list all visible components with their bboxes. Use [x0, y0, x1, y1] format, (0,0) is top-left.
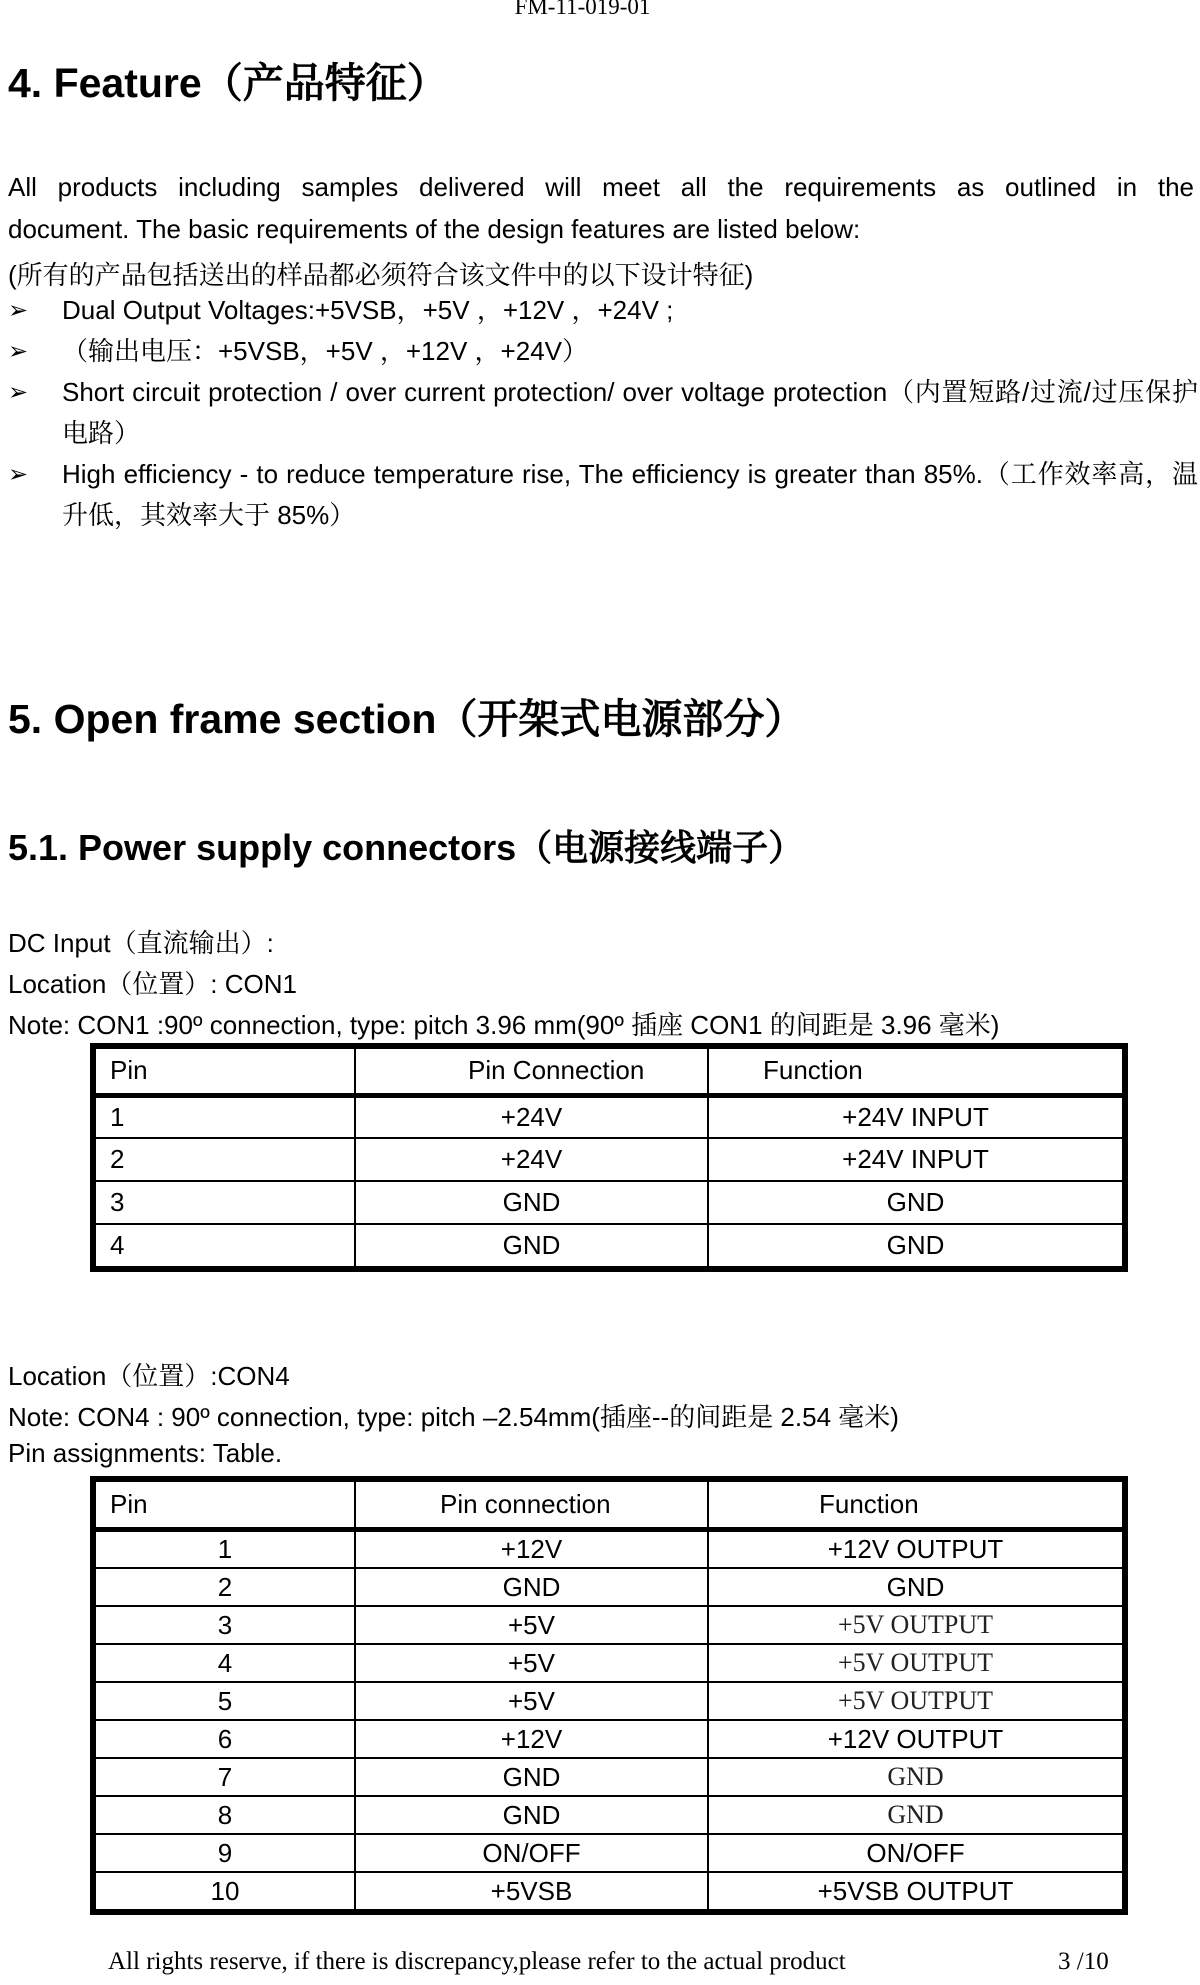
feature-bullet-text: Short circuit protection / over current protection/ over voltage protection（内置短路/过流/过压保护电路）	[62, 377, 1198, 448]
table-row	[95, 1138, 1123, 1181]
pin-cell: 5	[95, 1682, 355, 1720]
function-cell: GND	[708, 1181, 1123, 1224]
pin-connection-cell: +24V	[355, 1138, 708, 1181]
pin-connection-cell: GND	[355, 1181, 708, 1224]
page-number: 3 /10	[1058, 1948, 1109, 1975]
pin-cell: 1	[95, 1095, 355, 1138]
table-row	[95, 1644, 1123, 1682]
table-header: Pin	[95, 1048, 355, 1095]
pin-cell: 8	[95, 1796, 355, 1834]
con1-note: Note: CON1 :90º connection, type: pitch 3.96 mm(90º 插座 CON1 的间距是 3.96 毫米)	[8, 1010, 1000, 1040]
pin-cell: 3	[95, 1181, 355, 1224]
table-row	[95, 1529, 1123, 1568]
pin-cell: 2	[95, 1138, 355, 1181]
table-header: Function	[708, 1481, 1123, 1529]
function-cell: +24V INPUT	[708, 1095, 1123, 1138]
intro-line-1: All products including samples delivered will meet all the requirements as outlined in the	[8, 172, 1194, 202]
footer-disclaimer: All rights reserve, if there is discrepancy,please refer to the actual product	[108, 1948, 846, 1975]
con4-location: Location（位置）:CON4	[8, 1361, 290, 1391]
table-row	[95, 1872, 1123, 1910]
document-code: FM-11-019-01	[514, 0, 651, 19]
function-cell: +12V OUTPUT	[708, 1720, 1123, 1758]
table-row	[95, 1796, 1123, 1834]
table-row	[95, 1095, 1123, 1138]
table-row	[95, 1758, 1123, 1796]
feature-bullet-text: Dual Output Voltages:+5VSB，+5V ，+12V ，+24V ;	[62, 295, 674, 325]
function-cell: +5V OUTPUT	[708, 1644, 1123, 1682]
table-row	[95, 1682, 1123, 1720]
table-row	[95, 1224, 1123, 1267]
section-4-title: 4. Feature（产品特征）	[8, 60, 448, 106]
function-cell: ON/OFF	[708, 1834, 1123, 1872]
pin-assignments-label: Pin assignments: Table.	[8, 1438, 283, 1468]
con1-location: Location（位置）: CON1	[8, 969, 297, 999]
pin-connection-cell: GND	[355, 1796, 708, 1834]
pin-connection-cell: GND	[355, 1758, 708, 1796]
table-row	[95, 1720, 1123, 1758]
con4-pin-table	[90, 1476, 1128, 1915]
pin-cell: 3	[95, 1606, 355, 1644]
arrow-bullet-icon: ➢	[8, 297, 29, 324]
pin-connection-cell: GND	[355, 1568, 708, 1606]
arrow-bullet-icon: ➢	[8, 379, 29, 406]
section-5-1-title: 5.1. Power supply connectors（电源接线端子）	[8, 827, 805, 868]
feature-bullet	[8, 331, 1198, 372]
function-cell: +12V OUTPUT	[708, 1529, 1123, 1568]
pin-cell: 4	[95, 1224, 355, 1267]
con4-note: Note: CON4 : 90º connection, type: pitch –2.54mm(插座--的间距是 2.54 毫米)	[8, 1402, 899, 1432]
function-cell: +5V OUTPUT	[708, 1606, 1123, 1644]
table-header: Function	[708, 1048, 1123, 1095]
pin-connection-cell: +5V	[355, 1682, 708, 1720]
pin-connection-cell: GND	[355, 1224, 708, 1267]
arrow-bullet-icon: ➢	[8, 338, 29, 365]
intro-line-3: (所有的产品包括送出的样品都必须符合该文件中的以下设计特征)	[8, 260, 754, 290]
pin-cell: 10	[95, 1872, 355, 1910]
feature-bullet	[8, 290, 1198, 331]
function-cell: +5VSB OUTPUT	[708, 1872, 1123, 1910]
function-cell: +5V OUTPUT	[708, 1682, 1123, 1720]
pin-cell: 9	[95, 1834, 355, 1872]
pin-connection-cell: +5V	[355, 1606, 708, 1644]
pin-connection-cell: +12V	[355, 1529, 708, 1568]
pin-cell: 1	[95, 1529, 355, 1568]
table-header: Pin	[95, 1481, 355, 1529]
pin-cell: 7	[95, 1758, 355, 1796]
feature-bullet-text: （输出电压：+5VSB，+5V ，+12V ，+24V）	[62, 336, 588, 366]
dc-input-label: DC Input（直流输出）:	[8, 928, 274, 958]
table-header: Pin Connection	[355, 1048, 708, 1095]
function-cell: GND	[708, 1796, 1123, 1834]
pin-cell: 4	[95, 1644, 355, 1682]
feature-bullet-text: High efficiency - to reduce temperature rise, The efficiency is greater than 85%.（工作效率高，温升低，其效率大于 85%）	[62, 459, 1198, 530]
pin-connection-cell: +5VSB	[355, 1872, 708, 1910]
function-cell: GND	[708, 1224, 1123, 1267]
pin-cell: 6	[95, 1720, 355, 1758]
table-header: Pin connection	[355, 1481, 708, 1529]
pin-connection-cell: +5V	[355, 1644, 708, 1682]
con1-pin-table	[90, 1043, 1128, 1272]
function-cell: +24V INPUT	[708, 1138, 1123, 1181]
section-5-title: 5. Open frame section（开架式电源部分）	[8, 696, 806, 742]
feature-bullet	[8, 372, 1198, 454]
table-row	[95, 1606, 1123, 1644]
intro-line-2: document. The basic requirements of the design features are listed below:	[8, 214, 861, 244]
pin-connection-cell: +12V	[355, 1720, 708, 1758]
arrow-bullet-icon: ➢	[8, 461, 29, 488]
function-cell: GND	[708, 1568, 1123, 1606]
table-row	[95, 1181, 1123, 1224]
feature-bullet	[8, 454, 1198, 536]
pin-cell: 2	[95, 1568, 355, 1606]
pin-connection-cell: +24V	[355, 1095, 708, 1138]
table-row	[95, 1834, 1123, 1872]
function-cell: GND	[708, 1758, 1123, 1796]
pin-connection-cell: ON/OFF	[355, 1834, 708, 1872]
table-row	[95, 1568, 1123, 1606]
